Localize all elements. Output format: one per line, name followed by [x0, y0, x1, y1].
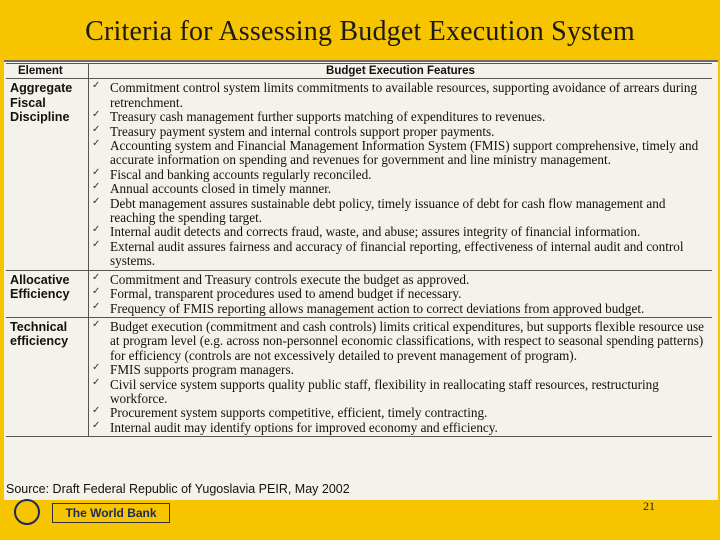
feature-text: External audit assures fairness and accuracy of financial reporting, effectiveness of internal audit and control systems.: [110, 238, 684, 269]
feature-item: [92, 273, 712, 287]
check-tick-icon: ✓: [92, 405, 101, 417]
check-tick-icon: ✓: [92, 123, 101, 135]
element-cell: Aggregate Fiscal Discipline: [6, 79, 89, 270]
feature-text: Commitment control system limits commitments to available resources, supporting avoidance of arrears during retrenchment.: [110, 80, 698, 110]
feature-item: [92, 139, 712, 168]
check-tick-icon: ✓: [92, 224, 101, 236]
check-tick-icon: ✓: [92, 181, 101, 193]
feature-text: Civil service system supports quality public staff, flexibility in reallocating staff resources, restructuring workforce.: [110, 376, 659, 406]
table-row: [6, 317, 712, 436]
element-cell: Allocative Efficiency: [6, 270, 89, 317]
feature-text: Annual accounts closed in timely manner.: [110, 181, 332, 197]
feature-text: Debt management assures sustainable debt policy, timely issuance of debt for cash flow management and reaching the spending target.: [110, 195, 666, 226]
check-tick-icon: ✓: [92, 138, 101, 150]
feature-item: [92, 182, 712, 196]
source-note: Source: Draft Federal Republic of Yugoslavia PEIR, May 2002: [6, 482, 350, 496]
check-tick-icon: ✓: [92, 376, 101, 388]
check-tick-icon: ✓: [92, 271, 101, 283]
criteria-table-image: [4, 60, 718, 500]
world-bank-logo-text: The World Bank: [52, 503, 170, 523]
feature-item: [92, 287, 712, 301]
feature-text: Treasury payment system and internal controls support proper payments.: [110, 123, 495, 139]
feature-text: FMIS supports program managers.: [110, 362, 294, 378]
feature-text: Budget execution (commitment and cash controls) limits critical expenditures, but supports flexible resource use at program level (e.g. across non-personnel economic classifications, with respect to seasonal spending patterns) for efficiency (controls are not excessively detailed to prevent management of program).: [110, 318, 705, 363]
check-tick-icon: ✓: [92, 109, 101, 121]
element-cell: Technical efficiency: [6, 317, 89, 436]
feature-text: Fiscal and banking accounts regularly reconciled.: [110, 166, 372, 182]
feature-item: [92, 125, 712, 139]
check-tick-icon: ✓: [92, 238, 101, 250]
check-tick-icon: ✓: [92, 300, 101, 312]
feature-text: Treasury cash management further supports matching of expenditures to revenues.: [110, 109, 546, 125]
feature-item: [92, 110, 712, 124]
feature-item: [92, 197, 712, 226]
criteria-table: [6, 63, 712, 437]
feature-text: Internal audit detects and corrects fraud, waste, and abuse; assures integrity of financial information.: [110, 224, 641, 240]
check-tick-icon: ✓: [92, 362, 101, 374]
feature-text: Frequency of FMIS reporting allows management action to correct deviations from approved budget.: [110, 300, 645, 316]
features-cell: [89, 317, 713, 436]
check-tick-icon: ✓: [92, 166, 101, 178]
table-row: [6, 270, 712, 317]
feature-text: Formal, transparent procedures used to amend budget if necessary.: [110, 286, 462, 302]
feature-item: [92, 421, 712, 435]
features-cell: [89, 79, 713, 270]
check-tick-icon: ✓: [92, 318, 101, 330]
feature-item: [92, 225, 712, 239]
feature-item: [92, 320, 712, 363]
feature-text: Procurement system supports competitive, efficient, timely contracting.: [110, 405, 488, 421]
check-tick-icon: ✓: [92, 195, 101, 207]
page-number: 21: [643, 499, 655, 513]
feature-item: [92, 406, 712, 420]
world-bank-logo-icon: [14, 499, 40, 525]
features-cell: [89, 270, 713, 317]
feature-text: Accounting system and Financial Management Information System (FMIS) support comprehensive, timely and accurate information on spending and revenues for government and line ministry management.: [110, 138, 699, 168]
check-tick-icon: ✓: [92, 286, 101, 298]
feature-item: [92, 81, 712, 110]
check-tick-icon: ✓: [92, 419, 101, 431]
feature-item: [92, 168, 712, 182]
table-body: [6, 79, 712, 437]
feature-text: Internal audit may identify options for improved economy and efficiency.: [110, 419, 498, 435]
table-row: [6, 79, 712, 270]
feature-item: [92, 363, 712, 377]
slide-title: Criteria for Assessing Budget Execution System: [85, 16, 635, 47]
column-header-element: Element: [6, 64, 89, 79]
feature-item: [92, 240, 712, 269]
column-header-features: Budget Execution Features: [89, 64, 713, 79]
check-tick-icon: ✓: [92, 80, 101, 92]
feature-item: [92, 302, 712, 316]
feature-text: Commitment and Treasury controls execute the budget as approved.: [110, 271, 470, 287]
feature-item: [92, 378, 712, 407]
